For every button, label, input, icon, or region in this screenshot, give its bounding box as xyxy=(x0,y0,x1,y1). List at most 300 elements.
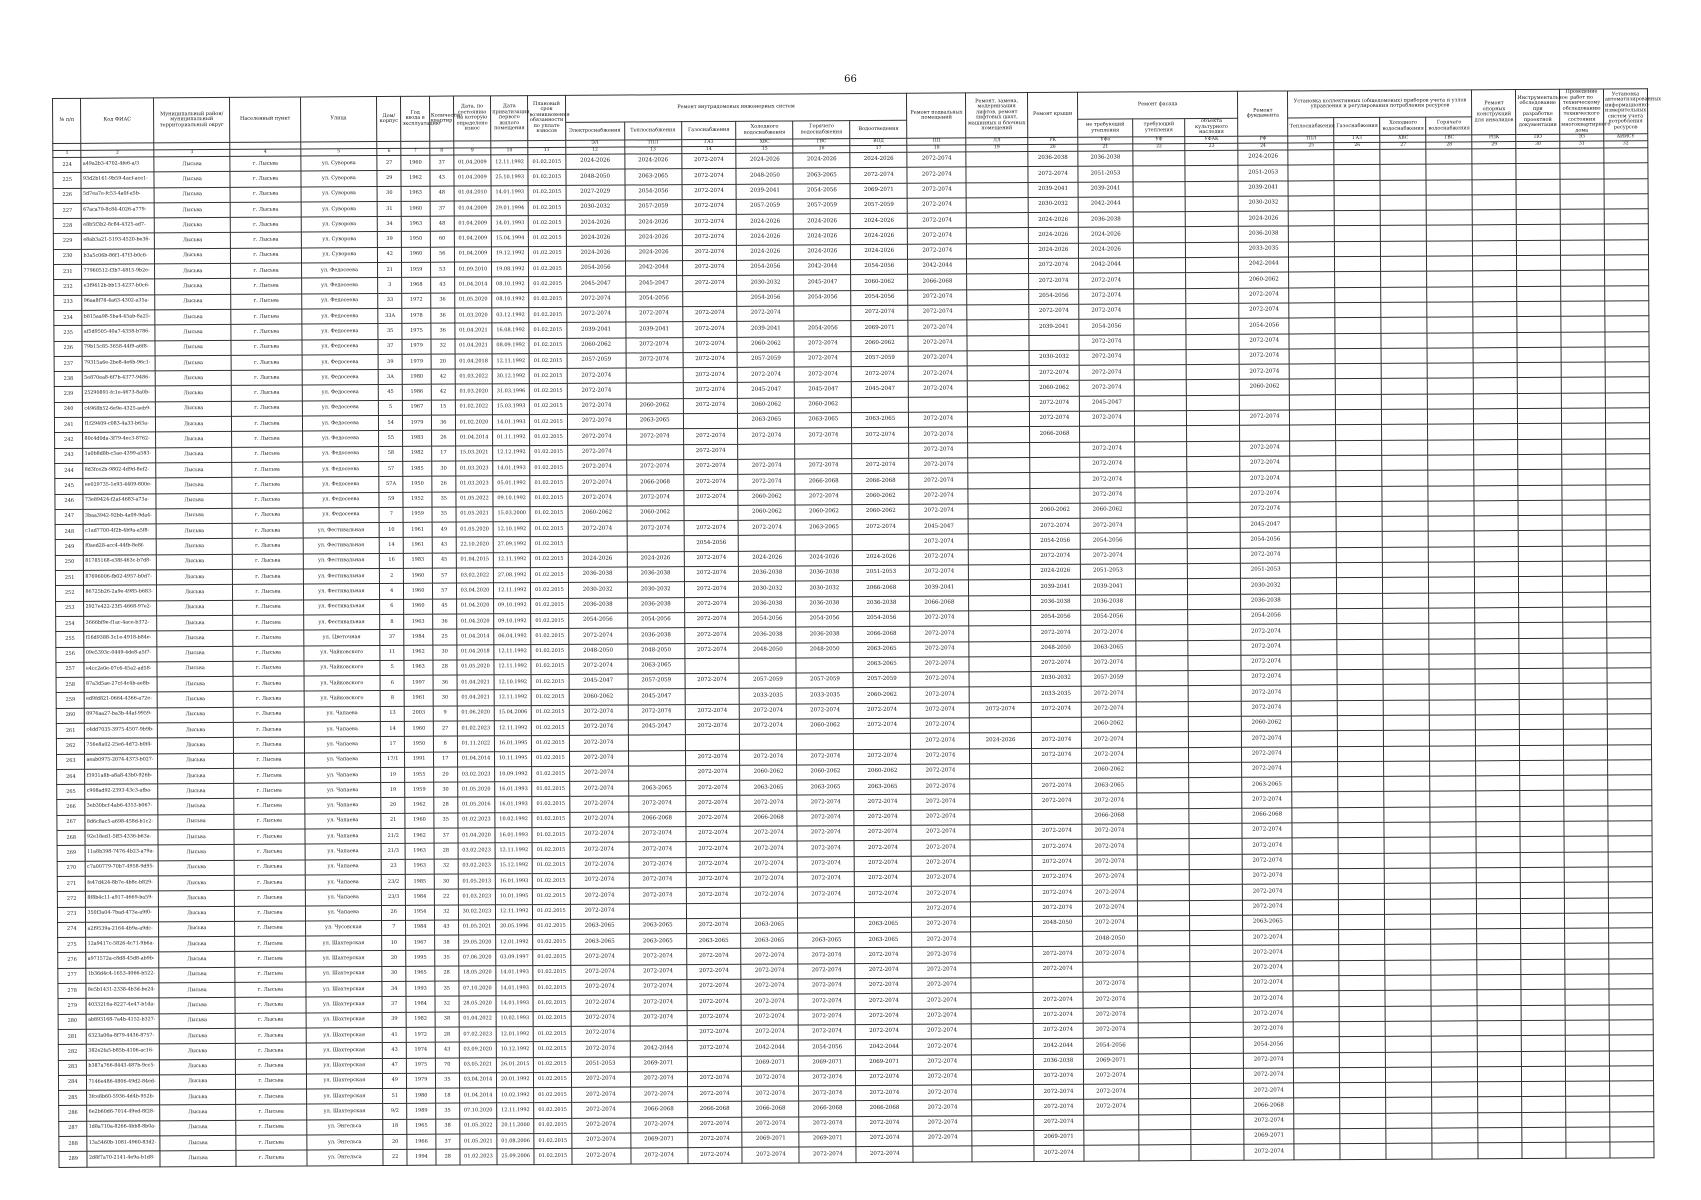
period-cell: 2072-2074 xyxy=(855,1009,912,1025)
empty-cell xyxy=(1605,423,1649,439)
street-cell: ул. Энгельса xyxy=(306,1134,383,1150)
period-cell: 2063-2065 xyxy=(1082,778,1137,794)
period-cell: 2072-2074 xyxy=(1241,639,1291,655)
district-cell: Лысьва xyxy=(154,218,231,234)
period-cell: 2072-2074 xyxy=(738,459,795,475)
period-cell: 2072-2074 xyxy=(741,979,798,995)
period-cell: 2072-2074 xyxy=(854,795,911,811)
district-cell: Лысьва xyxy=(156,539,233,555)
date-state-cell: 01.04.2022 xyxy=(459,1011,496,1027)
period-cell: 2072-2074 xyxy=(1033,1069,1083,1085)
empty-cell xyxy=(1518,515,1562,531)
settlement-cell: г. Лысьва xyxy=(231,294,301,310)
period-cell: 2066-2068 xyxy=(740,811,797,827)
district-cell: Лысьва xyxy=(154,156,231,172)
period-cell: 2024-2026 xyxy=(736,153,793,169)
period-cell xyxy=(629,903,686,919)
row-number: 276 xyxy=(58,953,87,968)
period-cell xyxy=(1137,885,1190,901)
period-cell: 2072-2074 xyxy=(1032,885,1082,901)
period-cell xyxy=(1134,349,1187,365)
period-cell: 2072-2074 xyxy=(1240,502,1290,518)
house-cell: 42 xyxy=(378,247,402,262)
period-cell xyxy=(969,626,1030,642)
street-cell: ул. Суворова xyxy=(301,217,378,233)
house-cell: 30 xyxy=(382,966,406,981)
header-tech-inspect: Проведение работ по техническому обследованию технического состояния многоквартирного дома xyxy=(1561,88,1611,134)
row-number: 280 xyxy=(58,1014,87,1029)
period-cell: 2072-2074 xyxy=(741,964,798,980)
period-cell xyxy=(968,381,1029,397)
period-cell xyxy=(796,535,853,551)
period-cell: 2069-2071 xyxy=(850,183,907,199)
period-cell xyxy=(968,412,1029,428)
period-cell xyxy=(967,259,1028,275)
empty-cell xyxy=(1476,715,1520,731)
period-cell: 2057-2059 xyxy=(737,199,794,215)
empty-cell xyxy=(1521,1020,1565,1036)
empty-cell xyxy=(1289,303,1335,319)
empty-cell xyxy=(1334,149,1380,165)
empty-cell xyxy=(1381,256,1427,272)
period-cell: 2024-2026 xyxy=(1238,150,1288,166)
house-cell: 8 xyxy=(380,614,404,629)
period-cell: 2072-2074 xyxy=(909,443,968,459)
date-state-cell: 01.03.2020 xyxy=(455,384,492,400)
period-cell: 2042-2044 xyxy=(1033,1038,1083,1054)
header-m-cold: Холодного водоснабжения xyxy=(1380,117,1426,135)
empty-cell xyxy=(1519,546,1563,562)
period-cell: 2063-2065 xyxy=(686,933,741,949)
flats-cell: 38 xyxy=(434,935,458,950)
empty-cell xyxy=(1608,775,1652,791)
period-cell: 2066-2068 xyxy=(799,1101,856,1117)
empty-cell xyxy=(1386,1021,1432,1037)
district-cell: Лысьва xyxy=(157,768,234,784)
year-built-cell: 1978 xyxy=(402,308,431,323)
period-cell: 2039-2041 xyxy=(1238,181,1288,197)
period-cell xyxy=(1138,977,1191,993)
period-cell: 2069-2071 xyxy=(1083,1053,1138,1069)
period-cell: 2057-2059 xyxy=(567,353,626,369)
flats-cell: 37 xyxy=(430,201,454,216)
district-cell: Лысьва xyxy=(159,967,236,983)
period-cell xyxy=(687,1056,742,1072)
fias-code: 8d6c8ac5-a698-458d-b1c2- xyxy=(85,815,157,831)
empty-cell xyxy=(1383,532,1429,548)
period-cell: 2072-2074 xyxy=(737,306,794,322)
date-privat-cell: 16.08.1992 xyxy=(492,323,529,339)
period-cell: 2072-2074 xyxy=(683,322,738,338)
period-cell xyxy=(1188,640,1241,656)
empty-cell xyxy=(1340,1082,1386,1098)
street-cell: ул. Чапаева xyxy=(304,813,381,829)
period-cell: 2048-2050 xyxy=(1032,916,1082,932)
year-built-cell: 1982 xyxy=(403,446,432,461)
empty-cell xyxy=(1475,669,1519,685)
empty-cell xyxy=(1517,332,1561,348)
period-cell: 2072-2074 xyxy=(1084,1069,1139,1085)
date-privat-cell: 16.01.1993 xyxy=(495,828,532,844)
year-built-cell: 1991 xyxy=(405,752,434,767)
period-cell xyxy=(630,1026,687,1042)
period-cell: 2060-2062 xyxy=(738,398,795,414)
period-cell xyxy=(970,809,1031,825)
period-cell xyxy=(1133,196,1186,212)
empty-cell xyxy=(1428,439,1474,455)
date-state-cell: 03.09.2020 xyxy=(459,1042,496,1058)
empty-cell xyxy=(1340,1006,1386,1022)
year-built-cell: 1960 xyxy=(401,155,430,170)
period-cell: 2072-2074 xyxy=(1034,1146,1084,1162)
period-cell: 2072-2074 xyxy=(684,520,739,536)
period-cell: 2072-2074 xyxy=(738,367,795,383)
empty-cell xyxy=(1610,1096,1654,1112)
header-column-number: 10 xyxy=(491,148,528,155)
row-number: 274 xyxy=(58,922,87,937)
period-cell xyxy=(1135,457,1188,473)
empty-cell xyxy=(1608,882,1652,898)
period-cell: 2054-2056 xyxy=(851,259,908,275)
row-number: 232 xyxy=(54,280,83,295)
street-cell: ул. Чапаева xyxy=(304,752,381,768)
settlement-cell: г. Лысьва xyxy=(233,569,303,585)
period-cell: 2051-2053 xyxy=(1238,165,1288,181)
year-built-cell: 1963 xyxy=(402,216,431,231)
empty-cell xyxy=(1383,623,1429,639)
period-cell xyxy=(1084,1115,1139,1131)
period-cell: 2072-2074 xyxy=(1082,747,1137,763)
empty-cell xyxy=(1561,316,1605,332)
house-cell: 30 xyxy=(377,186,401,201)
period-cell: 2072-2074 xyxy=(1240,486,1290,502)
header-code-cell: ЭЛ xyxy=(565,140,624,147)
period-cell: 2057-2059 xyxy=(853,672,910,688)
period-cell xyxy=(1189,793,1242,809)
period-cell: 2057-2059 xyxy=(851,351,908,367)
period-cell: 2072-2074 xyxy=(909,534,968,550)
empty-cell xyxy=(1563,699,1607,715)
period-cell xyxy=(1186,257,1239,273)
empty-cell xyxy=(1430,791,1476,807)
empty-cell xyxy=(1291,593,1337,609)
period-cell xyxy=(1186,319,1239,335)
period-cell: 2072-2074 xyxy=(682,306,737,322)
header-fac-nonneed: не требующий утепления xyxy=(1078,119,1133,137)
period-cell: 2072-2074 xyxy=(798,1009,855,1025)
row-number: 266 xyxy=(57,800,86,815)
period-cell xyxy=(1190,869,1243,885)
period-cell: 2072-2074 xyxy=(682,230,737,246)
period-cell: 2069-2071 xyxy=(631,1133,688,1149)
period-cell: 2042-2044 xyxy=(1239,257,1289,273)
date-privat-cell: 19.12.1992 xyxy=(492,246,529,262)
period-cell: 2072-2074 xyxy=(630,1117,687,1133)
empty-cell xyxy=(1381,302,1427,318)
header-code-cell: РПК xyxy=(1472,135,1516,142)
period-cell: 2072-2074 xyxy=(854,749,911,765)
period-cell: 2024-2026 xyxy=(737,229,794,245)
fias-code: 382e2fa5-b85b-4106-ac16- xyxy=(87,1044,159,1060)
empty-cell xyxy=(1338,731,1384,747)
period-cell xyxy=(1191,1053,1244,1069)
period-cell xyxy=(1134,288,1187,304)
year-built-cell: 1965 xyxy=(407,1119,436,1134)
header-column-number: 12 xyxy=(565,147,624,154)
period-cell xyxy=(797,734,854,750)
date-plan-cell: 01.02.2015 xyxy=(530,476,567,492)
period-cell: 2072-2074 xyxy=(570,965,629,981)
empty-cell xyxy=(1383,562,1429,578)
period-cell xyxy=(970,687,1031,703)
period-cell: 2072-2074 xyxy=(1079,304,1134,320)
empty-cell xyxy=(1564,852,1608,868)
year-built-cell: 1960 xyxy=(404,583,433,598)
empty-cell xyxy=(1478,1143,1522,1159)
period-cell xyxy=(969,672,1030,688)
period-cell: 2072-2074 xyxy=(567,429,626,445)
period-cell xyxy=(1135,594,1188,610)
period-cell xyxy=(1030,472,1080,488)
period-cell xyxy=(969,641,1030,657)
period-cell xyxy=(738,444,795,460)
empty-cell xyxy=(1472,164,1516,180)
empty-cell xyxy=(1382,486,1428,502)
header-column-number: 16 xyxy=(793,146,850,153)
period-cell xyxy=(1136,732,1189,748)
period-cell xyxy=(739,658,796,674)
header-street: Улица xyxy=(300,97,377,142)
empty-cell xyxy=(1476,730,1520,746)
period-cell xyxy=(1136,717,1189,733)
empty-cell xyxy=(1607,653,1651,669)
date-plan-cell: 01.02.2015 xyxy=(531,674,568,690)
period-cell: 2063-2065 xyxy=(1081,640,1136,656)
period-cell xyxy=(1138,992,1191,1008)
fias-code: e4cc2e0e-07c6-45a2-ad58- xyxy=(84,662,156,678)
house-cell: 59 xyxy=(379,492,403,507)
period-cell: 2072-2074 xyxy=(854,718,911,734)
empty-cell xyxy=(1605,347,1649,363)
period-cell: 2060-2062 xyxy=(795,504,852,520)
year-built-cell: 1961 xyxy=(403,522,432,537)
flats-cell: 48 xyxy=(430,186,454,201)
year-built-cell: 1965 xyxy=(406,966,435,981)
row-number: 229 xyxy=(53,234,82,249)
empty-cell xyxy=(1609,1081,1653,1097)
date-privat-cell: 03.09.1997 xyxy=(496,950,533,966)
year-built-cell: 1960 xyxy=(401,201,430,216)
period-cell: 2063-2065 xyxy=(741,933,798,949)
period-cell: 2036-2038 xyxy=(1033,1054,1083,1070)
period-cell: 2072-2074 xyxy=(1082,885,1137,901)
period-cell: 2072-2074 xyxy=(908,228,967,244)
period-cell: 2072-2074 xyxy=(855,963,912,979)
empty-cell xyxy=(1427,348,1473,364)
district-cell: Лысьва xyxy=(159,1074,236,1090)
empty-cell xyxy=(1476,745,1520,761)
date-plan-cell: 01.02.2015 xyxy=(532,736,569,752)
period-cell xyxy=(968,396,1029,412)
period-cell xyxy=(798,917,855,933)
period-cell xyxy=(1136,671,1189,687)
date-privat-cell: 12.11.1992 xyxy=(491,155,528,171)
header-facade-group: Ремонт фасада xyxy=(1078,91,1238,119)
fias-code: a49a2b3-4702-4fe6-a/3 xyxy=(81,157,153,173)
flats-cell: 28 xyxy=(434,798,458,813)
period-cell: 2072-2074 xyxy=(1082,855,1137,871)
period-cell: 2072-2074 xyxy=(1082,839,1137,855)
flats-cell: 17 xyxy=(431,446,455,461)
period-cell: 2072-2074 xyxy=(1032,840,1082,856)
period-cell: 2024-2026 xyxy=(853,550,910,566)
row-number: 256 xyxy=(56,647,85,662)
district-cell: Лысьва xyxy=(156,554,233,570)
date-state-cell: 01.05.2016 xyxy=(458,797,495,813)
period-cell xyxy=(1133,273,1186,289)
date-state-cell: 01.04.2014 xyxy=(457,629,494,645)
street-cell: ул. Федосеева xyxy=(301,308,378,324)
fias-code: f0aed28-acc4-44fb-8e8f- xyxy=(84,539,156,555)
empty-cell xyxy=(1521,959,1565,975)
header-column-number: 22 xyxy=(1133,144,1186,151)
date-state-cell: 01.04.2018 xyxy=(457,644,494,660)
empty-cell xyxy=(1562,439,1606,455)
period-cell: 2072-2074 xyxy=(687,1010,742,1026)
row-number: 228 xyxy=(53,219,82,234)
empty-cell xyxy=(1294,1022,1340,1038)
empty-cell xyxy=(1563,653,1607,669)
row-number: 240 xyxy=(54,402,83,417)
period-cell: 2072-2074 xyxy=(1243,976,1293,992)
empty-cell xyxy=(1289,349,1335,365)
period-cell xyxy=(972,1146,1033,1162)
period-cell: 2054-2056 xyxy=(1241,609,1291,625)
period-cell: 2072-2074 xyxy=(686,872,741,888)
date-privat-cell: 12.11.1992 xyxy=(492,353,529,369)
street-cell: ул. Федосеева xyxy=(302,461,379,477)
empty-cell xyxy=(1473,286,1517,302)
period-cell: 2072-2074 xyxy=(1079,334,1134,350)
period-cell: 2036-2038 xyxy=(796,596,853,612)
period-cell: 2072-2074 xyxy=(799,1147,856,1163)
period-cell xyxy=(626,368,683,384)
period-cell: 2024-2026 xyxy=(1028,243,1078,259)
empty-cell xyxy=(1607,714,1651,730)
period-cell: 2051-2053 xyxy=(1081,564,1136,580)
period-cell: 2072-2074 xyxy=(855,948,912,964)
date-state-cell: 01.04.2021 xyxy=(457,690,494,706)
row-number: 233 xyxy=(54,295,83,310)
fias-code: ed9fd821-0664-4366-a72e- xyxy=(85,692,157,708)
fias-code: a2f9539a-2164-4b9a-a9dc- xyxy=(86,922,158,938)
period-cell: 2072-2074 xyxy=(1244,1114,1294,1130)
period-cell xyxy=(968,442,1029,458)
house-cell: 57A xyxy=(379,477,403,492)
period-cell xyxy=(1186,273,1239,289)
empty-cell xyxy=(1432,1051,1478,1067)
period-cell xyxy=(1189,701,1242,717)
period-cell: 2072-2074 xyxy=(912,871,971,887)
district-cell: Лысьва xyxy=(159,982,236,998)
date-state-cell: 01.05.2020 xyxy=(458,782,495,798)
empty-cell xyxy=(1607,637,1651,653)
date-state-cell: 01.04.2014 xyxy=(459,1088,496,1104)
period-cell: 2072-2074 xyxy=(908,290,967,306)
empty-cell xyxy=(1383,654,1429,670)
period-cell: 2063-2065 xyxy=(628,781,685,797)
empty-cell xyxy=(1430,700,1476,716)
empty-cell xyxy=(1385,960,1431,976)
period-cell: 2072-2074 xyxy=(567,414,626,430)
district-cell: Лысьва xyxy=(157,753,234,769)
empty-cell xyxy=(1519,668,1563,684)
period-cell xyxy=(1030,488,1080,504)
date-plan-cell: 01.02.2015 xyxy=(529,307,566,323)
period-cell: 2072-2074 xyxy=(687,1132,742,1148)
period-cell: 2072-2074 xyxy=(1029,396,1079,412)
empty-cell xyxy=(1521,928,1565,944)
period-cell: 2072-2074 xyxy=(912,932,971,948)
date-privat-cell: 26.01.2015 xyxy=(496,1057,533,1073)
date-state-cell: 03.02.2022 xyxy=(456,568,493,584)
empty-cell xyxy=(1385,883,1431,899)
period-cell: 2072-2074 xyxy=(911,810,970,826)
settlement-cell: г. Лысьва xyxy=(232,462,302,478)
row-number: 248 xyxy=(55,524,84,539)
period-cell: 2072-2074 xyxy=(913,1039,972,1055)
empty-cell xyxy=(1380,149,1426,165)
period-cell: 2042-2044 xyxy=(856,1039,913,1055)
date-plan-cell: 01.02.2015 xyxy=(531,690,568,706)
empty-cell xyxy=(1340,1113,1386,1129)
empty-cell xyxy=(1564,867,1608,883)
street-cell: ул. Федосеева xyxy=(303,507,380,523)
date-state-cell: 01.03.2020 xyxy=(455,308,492,324)
date-privat-cell: 14.01.1993 xyxy=(491,216,528,232)
period-cell: 2045-2047 xyxy=(628,689,685,705)
date-state-cell: 01.09.2010 xyxy=(454,262,491,278)
period-cell: 2072-2074 xyxy=(795,428,852,444)
date-plan-cell: 01.02.2015 xyxy=(531,613,568,629)
date-plan-cell: 01.02.2015 xyxy=(530,430,567,446)
fias-code: 93d2b161-9b59-4acf-ace1- xyxy=(81,172,153,188)
period-cell: 2072-2074 xyxy=(684,551,739,567)
empty-cell xyxy=(1604,240,1648,256)
header-column-number: 1 xyxy=(53,150,82,157)
row-number: 270 xyxy=(57,861,86,876)
empty-cell xyxy=(1604,224,1648,240)
row-number: 289 xyxy=(59,1152,88,1167)
empty-cell xyxy=(1476,760,1520,776)
period-cell: 2072-2074 xyxy=(683,459,738,475)
period-cell: 2072-2074 xyxy=(742,1025,799,1041)
period-cell: 2060-2062 xyxy=(852,504,909,520)
year-built-cell: 1980 xyxy=(407,1088,436,1103)
period-cell: 2072-2074 xyxy=(911,718,970,734)
flats-cell: 8 xyxy=(433,736,457,751)
period-cell: 2042-2044 xyxy=(625,261,682,277)
empty-cell xyxy=(1429,562,1475,578)
house-cell: 23 xyxy=(381,859,405,874)
period-cell: 2072-2074 xyxy=(798,963,855,979)
empty-cell xyxy=(1516,194,1560,210)
header-column-number: 27 xyxy=(1380,142,1426,149)
period-cell: 2072-2074 xyxy=(740,795,797,811)
fias-code: 81785168-e38f-463c-b7d8- xyxy=(84,555,156,571)
date-privat-cell: 27.09.1992 xyxy=(493,537,530,553)
house-cell: 14 xyxy=(381,721,405,736)
